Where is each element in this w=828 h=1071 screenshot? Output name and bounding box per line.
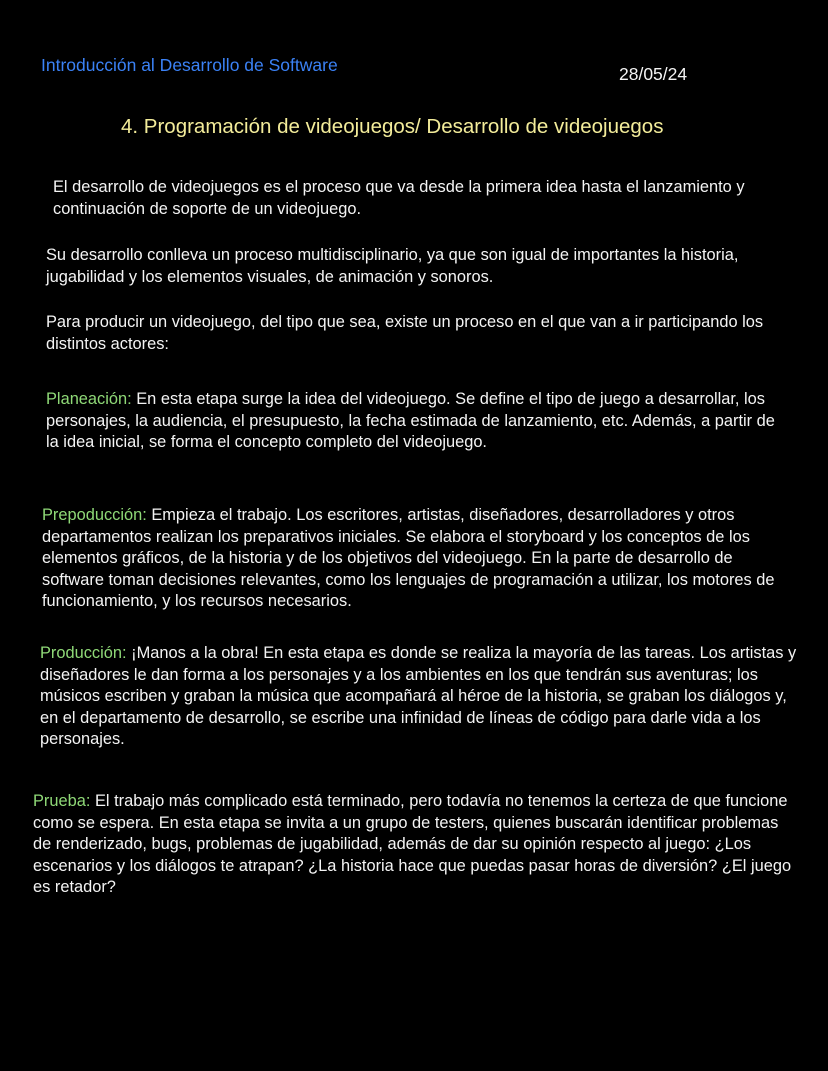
course-name: Introducción al Desarrollo de Software — [41, 55, 338, 75]
stage-text: Empieza el trabajo. Los escritores, artistas, diseñadores, desarrolladores y otros departamentos realizan los preparativos iniciales. Se elabora el storyboard y los conceptos de los elementos gráficos, de la historia y de los objetivos del videojuego. En la parte de desarrollo de software toman decisiones relevantes, como los lenguajes de programación a utilizar, los motores de funcionamiento, y los recursos necesarios. — [42, 506, 775, 610]
stage-text: ¡Manos a la obra! En esta etapa es donde se realiza la mayoría de las tareas. Los artistas y diseñadores le dan forma a los personajes y a los ambientes en los que tendrán sus aventuras; los músicos escriben y graban la música que acompañará al héroe de la historia, se graban los diálogos y, en el departamento de desarrollo, se escribe una infinidad de líneas de código para darle vida a los personajes. — [40, 644, 797, 748]
stage-label: Prepoducción: — [42, 506, 147, 524]
stage-text: El trabajo más complicado está terminado, pero todavía no tenemos la certeza de que funcione como se espera. En esta etapa se invita a un grupo de testers, quienes buscarán identificar problemas de renderizado, bugs, problemas de jugabilidad, además de dar su opinión respecto al juego: ¿Los escenarios y los diálogos te atrapan? ¿La historia hace que puedas pasar horas de diversión? ¿El juego es retador? — [33, 792, 792, 896]
stage-label: Planeación: — [46, 390, 132, 408]
stage-produccion — [40, 643, 805, 751]
document-date: 28/05/24 — [619, 64, 688, 84]
multidisciplinary-paragraph: Su desarrollo conlleva un proceso multidisciplinario, ya que son igual de importantes la historia, jugabilidad y los elementos visuales, de animación y sonoros. — [46, 246, 739, 286]
page-title: 4. Programación de videojuegos/ Desarrollo de videojuegos — [121, 115, 664, 138]
process-paragraph: Para producir un videojuego, del tipo que sea, existe un proceso en el que van a ir participando los distintos actores: — [46, 313, 764, 353]
intro-paragraph: El desarrollo de videojuegos es el proceso que va desde la primera idea hasta el lanzamiento y continuación de soporte de un videojuego. — [53, 178, 745, 218]
stage-label: Producción: — [40, 644, 127, 662]
stage-preproduccion — [42, 505, 797, 613]
stage-text: En esta etapa surge la idea del videojuego. Se define el tipo de juego a desarrollar, los personajes, la audiencia, el presupuesto, la fecha estimada de lanzamiento, etc. Además, a partir de la idea inicial, se forma el concepto completo del videojuego. — [46, 390, 775, 451]
stage-label: Prueba: — [33, 792, 91, 810]
stage-planeacion — [46, 389, 781, 454]
stage-prueba — [33, 791, 793, 899]
